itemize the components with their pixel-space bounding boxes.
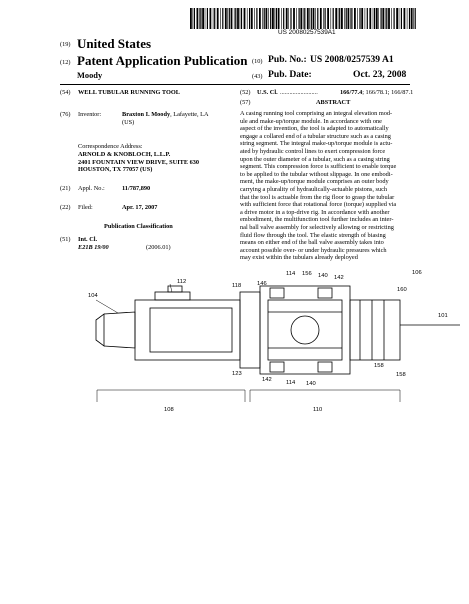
figure-label: 108 xyxy=(164,407,174,413)
abstract-line: ated by hydraulic control lines to exert compression force xyxy=(240,147,386,155)
uscl-label: U.S. Cl. xyxy=(257,89,278,96)
title-code: (54) xyxy=(60,89,71,96)
abstract-line: fluid flow through the tool. The elastic strength of biasing xyxy=(240,231,386,239)
code-43: (43) xyxy=(252,73,263,80)
torque-module xyxy=(260,286,350,374)
leader xyxy=(96,300,118,313)
appl-code: (21) xyxy=(60,185,71,192)
figure-label: 123 xyxy=(232,371,242,377)
figure-label: 160 xyxy=(397,287,407,293)
bore-lines xyxy=(268,312,342,348)
correspondence-label: Correspondence Address: xyxy=(78,143,143,150)
piston-upper-left xyxy=(270,288,284,298)
top-collar xyxy=(155,292,190,300)
appl-number: 11/787,890 xyxy=(122,185,151,192)
figure-label: 158 xyxy=(374,363,384,369)
abstract-line: string segment. The integral make-up/torque module is actu- xyxy=(240,140,393,148)
figure-label: 114 xyxy=(286,271,296,277)
bracket-110 xyxy=(250,390,400,402)
inventor-location: , Lafayette, LA xyxy=(170,111,209,118)
inventor-name: Braxton I. Moody xyxy=(122,111,171,118)
leader-lines xyxy=(96,284,400,402)
figure-label: 140 xyxy=(318,273,328,279)
pub-no: US 2008/0257539 A1 xyxy=(310,54,394,65)
abstract-line: to be applied to the tubular without slippage. In one embodi- xyxy=(240,170,393,178)
abstract-line: upon the outer diameter of a tubular, such as a casing string xyxy=(240,155,390,163)
bracket-108 xyxy=(97,390,245,402)
intcl-class: E21B 19/00 xyxy=(78,244,109,251)
abstract-line: ment, the make-up/torque module comprises an outer body xyxy=(240,178,389,186)
abstract-line: A casing running tool comprising an integral elevation mod- xyxy=(240,110,393,117)
abstract-line: ule and make-up/torque module. In accordance with one xyxy=(240,117,382,125)
figure-label: 146 xyxy=(257,281,267,287)
appl-label: Appl. No.: xyxy=(78,185,105,192)
figure-label: 140 xyxy=(306,381,316,387)
document-type: Patent Application Publication xyxy=(77,53,248,68)
uscl-code: (52) xyxy=(240,89,251,96)
figure-label: 158 xyxy=(396,372,406,378)
uscl-rest: ; 166/78.1; 166/87.1 xyxy=(362,89,414,96)
nozzle-end xyxy=(96,314,104,346)
thread-marks xyxy=(360,300,384,360)
inner-mandrel xyxy=(150,308,232,352)
correspondence-line: HOUSTON, TX 77057 (US) xyxy=(78,166,153,173)
inventor-surname: Moody xyxy=(77,71,103,80)
pub-date: Oct. 23, 2008 xyxy=(353,69,407,80)
piston-lower-right xyxy=(318,362,332,372)
figure-label: 101 xyxy=(438,313,448,319)
correspondence-line: 2401 FOUNTAIN VIEW DRIVE, SUITE 630 xyxy=(78,158,200,166)
coupling xyxy=(240,292,260,368)
barcode-number: US 20080257539A1 xyxy=(278,29,336,36)
figure-label: 110 xyxy=(313,407,323,413)
abstract-line: means on either end of the ball valve assembly takes into xyxy=(240,239,384,247)
upper-housing xyxy=(135,300,240,360)
abstract-line: carrying a plurality of hydraulically-actuable pistons, such xyxy=(240,185,388,193)
figure-label: 156 xyxy=(302,271,312,277)
inventor-code: (76) xyxy=(60,111,71,118)
abstract-line: segment. This compression force is sufficient to enable torque xyxy=(240,163,397,171)
abstract-line: may exist within the tubulars already deployed xyxy=(240,254,358,262)
figure-label: 104 xyxy=(88,293,98,299)
intcl-label: Int. Cl. xyxy=(78,236,98,243)
code-12: (12) xyxy=(60,59,71,66)
figure-label: 118 xyxy=(232,283,242,289)
abstract-code: (57) xyxy=(240,99,251,106)
figure-label: 142 xyxy=(334,275,344,281)
piston-chamber xyxy=(268,300,342,360)
pub-class-heading: Publication Classification xyxy=(104,223,173,230)
figure-label: 112 xyxy=(177,279,187,285)
tool-drawing xyxy=(96,286,460,374)
lower-sub xyxy=(350,300,400,360)
abstract-line: embodiment, the multifunction tool further includes an inter- xyxy=(240,216,394,224)
code-10: (10) xyxy=(252,58,263,65)
leader xyxy=(170,284,172,292)
filed-label: Filed: xyxy=(78,204,93,211)
figure-label: 106 xyxy=(412,270,422,276)
port-fitting xyxy=(168,286,182,292)
filed-code: (22) xyxy=(60,204,71,211)
code-19: (19) xyxy=(60,41,71,48)
abstract-line: nal ball valve assembly for selectively allowing or restricting xyxy=(240,223,394,231)
correspondence-line: ARNOLD & KNOBLOCH, L.L.P. xyxy=(78,151,171,158)
filed-date: Apr. 17, 2007 xyxy=(122,204,158,211)
piston-lower-left xyxy=(270,362,284,372)
country: United States xyxy=(77,36,152,51)
intcl-year: (2006.01) xyxy=(146,244,171,251)
abstract-line: with sufficient force that rotational force (torque) supplied via xyxy=(240,201,397,209)
abstract-line: engage a collared end of a tubular structure such as a casing xyxy=(240,132,391,140)
inventor-country: (US) xyxy=(122,119,135,126)
abstract-line: aspect of the invention, the tool is adapted to automatically xyxy=(240,125,389,133)
abstract-line: a drive motor in a top-drive rig. In accordance with another xyxy=(240,208,390,216)
intcl-code: (51) xyxy=(60,236,71,243)
abstract-line: account possible over- or under hydraulic pressures which xyxy=(240,246,387,254)
abstract-line: that the tool is actuable from the rig floor to grasp the tubular xyxy=(240,193,395,201)
uscl-dots: ........................ xyxy=(280,89,318,96)
abstract-heading: ABSTRACT xyxy=(316,99,351,106)
uscl-main: 166/77.4 xyxy=(340,89,363,96)
figure-label: 142 xyxy=(262,377,272,383)
title: WELL TUBULAR RUNNING TOOL xyxy=(78,89,181,96)
pub-no-label: Pub. No.: xyxy=(268,54,307,65)
ball-valve xyxy=(291,316,319,344)
pub-date-label: Pub. Date: xyxy=(268,69,312,80)
piston-upper-right xyxy=(318,288,332,298)
figure-label: 114 xyxy=(286,380,296,386)
inventor-label: Inventor: xyxy=(78,111,102,118)
nose-section xyxy=(104,312,135,348)
